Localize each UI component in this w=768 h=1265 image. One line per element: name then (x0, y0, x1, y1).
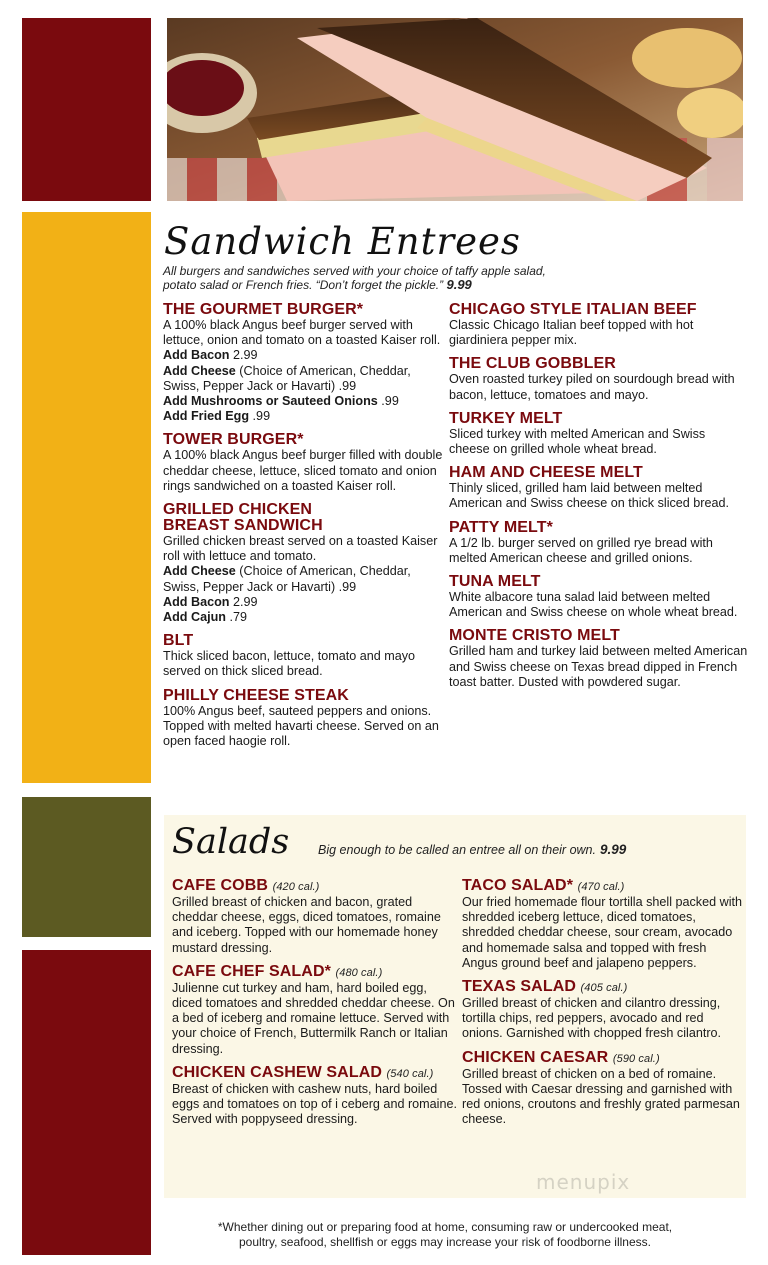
item-description: Grilled chicken breast served on a toasted Kaiser roll with lettuce and tomato. (163, 534, 438, 564)
item-description: Sliced turkey with melted American and Swiss cheese on grilled whole wheat bread. (449, 426, 706, 457)
calorie-label: (480 cal.) (335, 966, 383, 979)
item-description: Grilled ham and turkey laid between melted American and Swiss cheese on Texas bread dipped in French toast batter. Dusted with powdered sugar. (449, 644, 748, 689)
sandwich-left-column (163, 302, 443, 757)
disclaimer-line1: *Whether dining out or preparing food at home, consuming raw or undercooked meat, (217, 1220, 673, 1234)
salads-subtitle (318, 842, 626, 857)
item-description: Classic Chicago Italian beef topped with hot giardiniera pepper mix. (449, 318, 694, 348)
item-name: PATTY MELT* (449, 518, 553, 536)
addon-line: Add Cheese (Choice of American, Cheddar, Swiss, Pepper Jack or Havarti) .99 (163, 564, 411, 594)
menu-item-chicken-cashew (172, 1065, 458, 1128)
menu-item-grilled-chicken (163, 502, 443, 625)
sandwich-subtitle-line2: potato salad or French fries. “Don’t forget the pickle.” (163, 278, 444, 292)
calorie-label: (420 cal.) (272, 881, 320, 893)
calorie-label: (405 cal.) (580, 982, 628, 995)
menu-item-texas-salad (462, 979, 742, 1042)
item-name: CHICKEN CASHEW SALAD (172, 1063, 382, 1081)
sandwich-right-column (449, 302, 749, 698)
watermark: menupix (536, 1170, 631, 1194)
salads-subtitle-text: Big enough to be called an entree all on their own. (318, 843, 596, 857)
menu-item-taco-salad (462, 878, 742, 971)
menu-item-philly (163, 688, 443, 750)
addon-line: Add Mushrooms or Sauteed Onions .99 (163, 394, 399, 409)
item-name: TURKEY MELT (449, 409, 563, 427)
item-description: A 1/2 lb. burger served on grilled rye bread with melted American cheese and grilled onions. (449, 535, 713, 565)
item-description: Grilled breast of chicken and cilantro dressing, tortilla chips, red peppers, avocado and red onions. Garnished with chopped fresh cilantro. (462, 996, 722, 1041)
foodborne-disclaimer (180, 1220, 710, 1250)
item-name: THE GOURMET BURGER* (163, 301, 364, 318)
item-name: CHICAGO STYLE ITALIAN BEEF (449, 301, 697, 318)
item-name: TUNA MELT (449, 573, 541, 591)
item-description: Grilled breast of chicken and bacon, grated cheddar cheese, eggs, diced tomatoes, romaine and iceberg. Topped with our homemade honey mustard dressing. (172, 895, 441, 955)
calorie-label: (540 cal.) (386, 1067, 434, 1080)
menu-item-chef-salad (172, 964, 458, 1057)
menu-item-tower-burger (163, 432, 443, 494)
sandwich-entrees-title: Sandwich Entrees (164, 220, 521, 263)
menu-item-gourmet-burger (163, 302, 443, 424)
item-name: THE CLUB GOBBLER (449, 355, 616, 373)
item-name: MONTE CRISTO MELT (449, 627, 620, 645)
menu-item-chicken-caesar (462, 1050, 742, 1128)
menu-item-ham-cheese-melt (449, 465, 749, 511)
item-name: CAFE CHEF SALAD* (172, 962, 331, 980)
salads-price: 9.99 (599, 842, 627, 857)
menu-item-tuna-melt (449, 574, 749, 620)
item-description: Breast of chicken with cashew nuts, hard boiled eggs and tomatoes on top of i ceberg and romaine. Served with poppyseed dressing. (172, 1081, 457, 1127)
item-description: Our fried homemade flour tortilla shell packed with shredded iceberg lettuce, diced tomatoes, shredded cheddar cheese, sour cream, avocado and homemade salsa and topped with fresh Angus ground beef and jalapeno peppers. (462, 895, 742, 970)
addon-line: Add Cajun .79 (163, 610, 247, 625)
menu-item-blt (163, 633, 443, 679)
addon-line: Add Cheese (Choice of American, Cheddar, Swiss, Pepper Jack or Havarti) .99 (163, 363, 411, 393)
maroon-color-block-bottom (22, 950, 151, 1255)
sandwich-price: 9.99 (446, 277, 472, 292)
item-name: TACO SALAD* (462, 877, 574, 894)
item-description: Thinly sliced, grilled ham laid between melted American and Swiss cheese on thick sliced bread. (449, 481, 730, 511)
disclaimer-line2: poultry, seafood, shellfish or eggs may increase your risk of foodborne illness. (239, 1235, 651, 1249)
maroon-color-block-top (22, 18, 151, 201)
item-description: A 100% black Angus beef burger filled with double cheddar cheese, lettuce, sliced tomato and onion rings sandwiched on a toasted Kaiser roll. (163, 448, 443, 493)
sandwich-subtitle-line1: All burgers and sandwiches served with your choice of taffy apple salad, (163, 264, 546, 278)
item-name: CHICKEN CAESAR (462, 1048, 609, 1066)
menu-item-turkey-melt (449, 411, 749, 457)
item-description: Grilled breast of chicken on a bed of romaine. Tossed with Caesar dressing and garnished with red onions, croutons and freshly grated parmesan cheese. (462, 1066, 740, 1127)
salads-title: Salads (172, 822, 290, 862)
menu-item-italian-beef (449, 302, 749, 348)
item-description: White albacore tuna salad laid between melted American and Swiss cheese on whole wheat bread. (449, 590, 738, 620)
item-name: TOWER BURGER* (163, 431, 304, 449)
addon-line: Add Bacon 2.99 (163, 594, 258, 609)
item-description: Thick sliced bacon, lettuce, tomato and mayo served on thick sliced bread. (163, 649, 416, 679)
olive-color-block (22, 797, 151, 937)
salads-left-column (172, 878, 458, 1135)
menu-item-club-gobbler (449, 356, 749, 402)
item-name: TEXAS SALAD (462, 978, 576, 996)
item-name: HAM AND CHEESE MELT (449, 464, 643, 482)
item-name: CAFE COBB (172, 877, 269, 894)
gold-color-block (22, 212, 151, 783)
item-description: 100% Angus beef, sauteed peppers and onions. Topped with melted havarti cheese. Served on an open faced haogie roll. (163, 703, 439, 749)
sandwich-subtitle (163, 264, 583, 292)
sandwich-photo-icon (167, 18, 743, 201)
calorie-label: (470 cal.) (577, 881, 625, 893)
item-description: Julienne cut turkey and ham, hard boiled egg, diced tomatoes and shredded cheddar cheese. On a bed of iceberg and romaine lettuce. Served with your choice of French, Buttermilk Ranch or Italian dressing. (172, 980, 455, 1056)
menu-item-monte-cristo (449, 628, 749, 690)
addon-line: Add Bacon 2.99 (163, 348, 258, 363)
item-description: Oven roasted turkey piled on sourdough bread with bacon, lettuce, tomatoes and mayo. (449, 372, 735, 402)
menu-item-patty-melt (449, 520, 749, 566)
item-description: A 100% black Angus beef burger served with lettuce, onion and tomato on a toasted Kaiser roll. (163, 318, 441, 348)
salads-right-column (462, 878, 742, 1135)
calorie-label: (590 cal.) (612, 1052, 660, 1065)
item-name: BLT (163, 632, 194, 650)
item-name: GRILLED CHICKEN BREAST SANDWICH (163, 501, 323, 535)
menu-item-cafe-cobb (172, 878, 458, 956)
addon-line: Add Fried Egg .99 (163, 409, 271, 424)
item-name: PHILLY CHEESE STEAK (163, 686, 349, 704)
